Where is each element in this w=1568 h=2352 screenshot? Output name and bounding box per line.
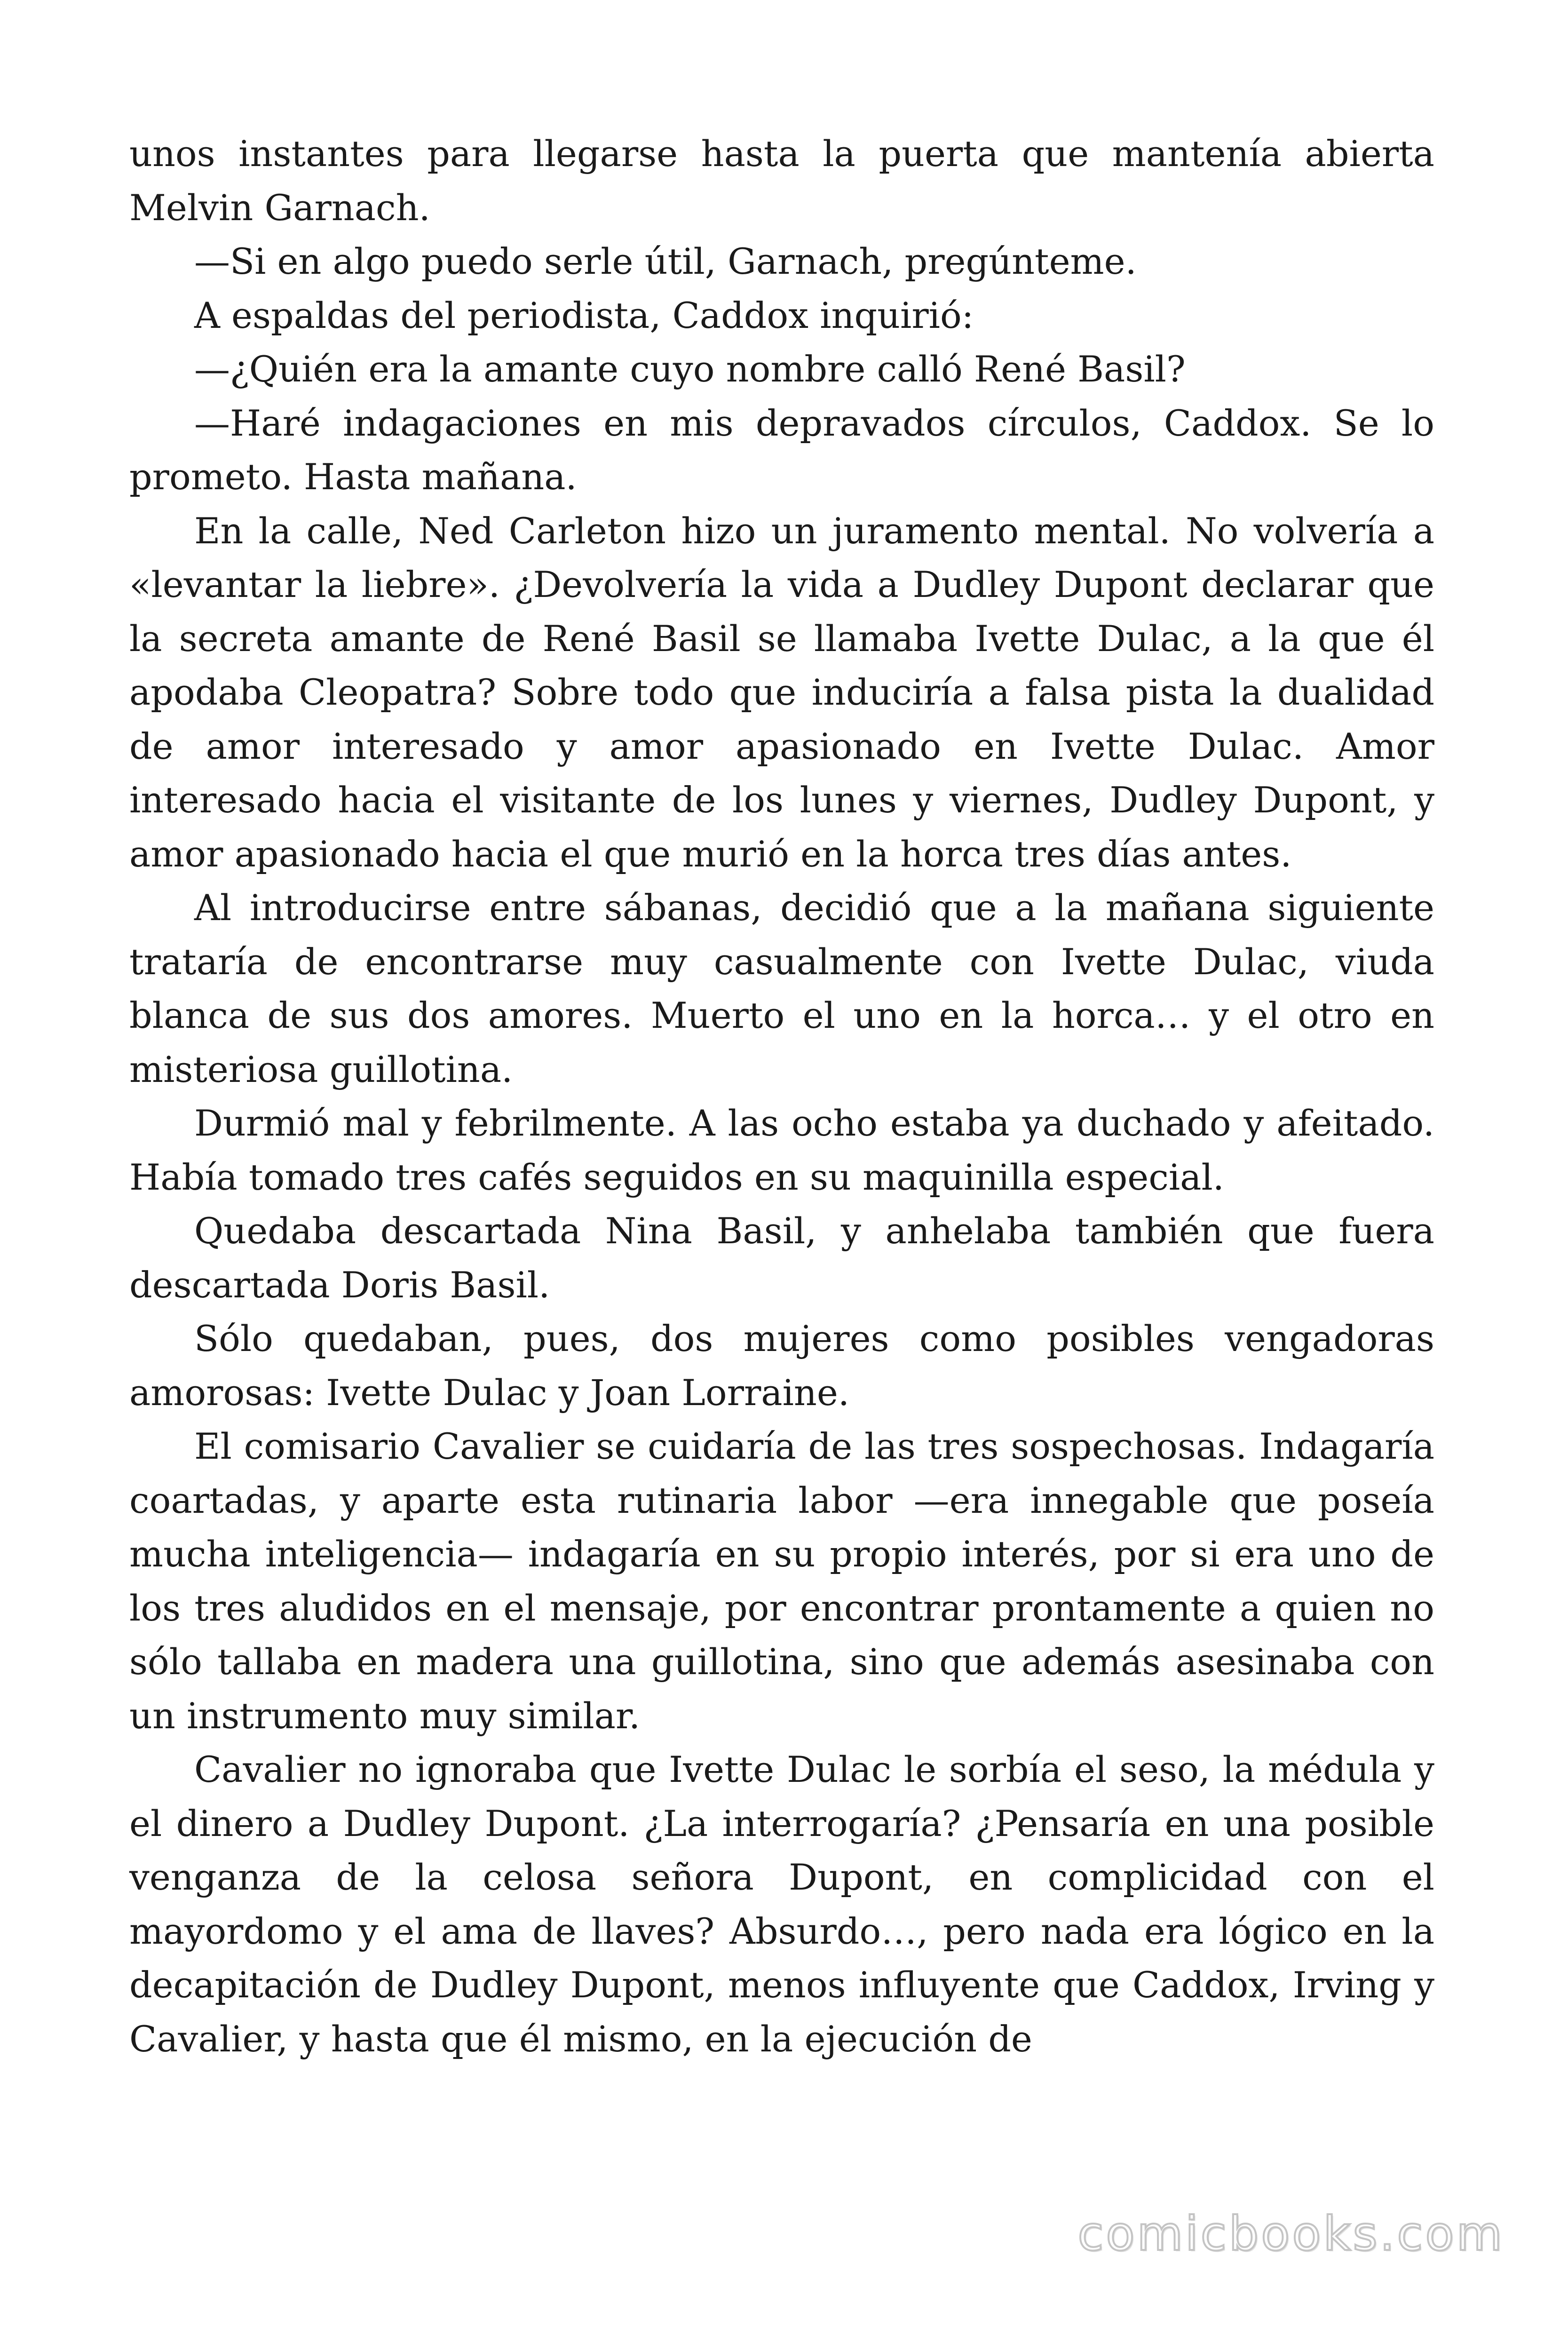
paragraph-10: Sólo quedaban, pues, dos mujeres como posibles vengadoras amorosas: Ivette Dulac y Joan Lorraine. xyxy=(129,1318,1434,1414)
paragraph-5: —Haré indagaciones en mis depravados círculos, Caddox. Se lo prometo. Hasta mañana. xyxy=(129,402,1434,498)
paragraph-7: Al introducirse entre sábanas, decidió que a la mañana siguiente trataría de encontrarse muy casualmente con Ivette Dulac, viuda blanca de sus dos amores. Muerto el uno en la horca… y el otro en misteriosa guillotina. xyxy=(129,887,1434,1090)
paragraph-3: A espaldas del periodista, Caddox inquirió: xyxy=(194,294,974,336)
paragraph-9: Quedaba descartada Nina Basil, y anhelaba también que fuera descartada Doris Basil. xyxy=(129,1210,1434,1306)
paragraph-4: —¿Quién era la amante cuyo nombre calló René Basil? xyxy=(194,348,1186,390)
paragraph-11: El comisario Cavalier se cuidaría de las tres sospechosas. Indagaría coartadas, y aparte esta rutinaria labor —era innegable que poseía mucha inteligencia— indagaría en su propio interés, por si era uno de los tres aludidos en el mensaje, por encontrar prontamente a quien no sólo tallaba en madera una guillotina, sino que además asesinaba con un instrumento muy similar. xyxy=(129,1425,1434,1737)
paragraph-2: —Si en algo puedo serle útil, Garnach, pregúnteme. xyxy=(194,240,1137,282)
paragraph-6: En la calle, Ned Carleton hizo un juramento mental. No volvería a «levantar la liebre». ¿Devolvería la vida a Dudley Dupont declarar que la secreta amante de René Basil se llamaba Ivette Dulac, a la que él apodaba Cleopatra? Sobre todo que induciría a falsa pista la dualidad de amor interesado y amor apasionado en Ivette Dulac. Amor interesado hacia el visitante de los lunes y viernes, Dudley Dupont, y amor apasionado hacia el que murió en la horca tres días antes. xyxy=(129,509,1434,875)
paragraph-8: Durmió mal y febrilmente. A las ocho estaba ya duchado y afeitado. Había tomado tres cafés seguidos en su maquinilla especial. xyxy=(129,1102,1434,1198)
page-body xyxy=(129,127,1434,2066)
paragraph-12: Cavalier no ignoraba que Ivette Dulac le sorbía el seso, la médula y el dinero a Dudley Dupont. ¿La interrogaría? ¿Pensaría en una posible venganza de la celosa señora Dupont, en complicidad con el mayordomo y el ama de llaves? Absurdo…, pero nada era lógico en la decapitación de Dudley Dupont, menos influyente que Caddox, Irving y Cavalier, y hasta que él mismo, en la ejecución de xyxy=(129,1748,1434,2060)
paragraph-1: unos instantes para llegarse hasta la puerta que mantenía abierta Melvin Garnach. xyxy=(129,133,1434,229)
watermark-logo: comicbooks.com xyxy=(1077,2206,1505,2261)
